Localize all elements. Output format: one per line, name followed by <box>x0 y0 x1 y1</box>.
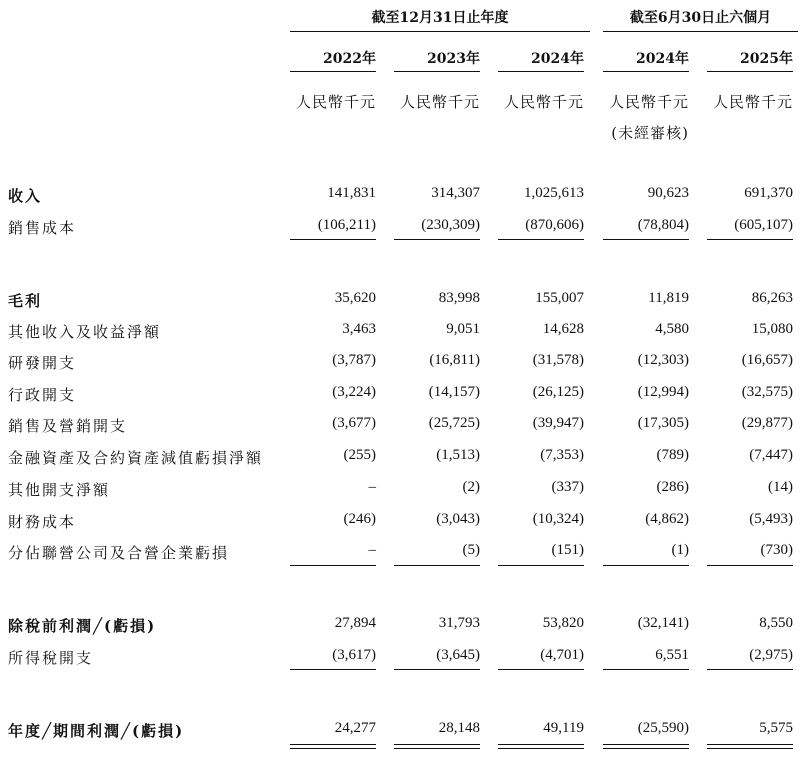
row-label: 分佔聯營公司及合營企業虧損 <box>8 544 230 562</box>
year-underline <box>603 71 689 72</box>
header-half-underline <box>603 31 798 32</box>
table-cell: 24,277 <box>334 720 376 736</box>
table-cell: (3,617) <box>332 647 376 663</box>
table-cell: 27,894 <box>334 615 376 631</box>
subtotal-rule <box>290 669 376 670</box>
table-cell: (255) <box>343 447 376 463</box>
subtotal-rule <box>707 565 793 566</box>
total-double-rule <box>707 744 793 749</box>
year-underline <box>498 71 584 72</box>
table-cell: (14) <box>768 479 793 495</box>
table-cell: 28,148 <box>438 720 480 736</box>
row-label: 收入 <box>8 187 43 205</box>
table-cell: (5) <box>462 542 480 558</box>
table-cell: (286) <box>656 479 689 495</box>
table-cell: (2,975) <box>749 647 793 663</box>
table-cell: 31,793 <box>438 615 480 631</box>
table-cell: (730) <box>760 542 793 558</box>
column-unit: 人民幣千元 <box>712 93 793 111</box>
table-cell: 1,025,613 <box>524 185 584 201</box>
table-cell: 5,575 <box>759 720 793 736</box>
table-cell: (7,353) <box>540 447 584 463</box>
row-label: 財務成本 <box>8 513 77 531</box>
table-cell: (605,107) <box>734 217 793 233</box>
table-cell: 9,051 <box>446 321 480 337</box>
table-cell: 8,550 <box>759 615 793 631</box>
table-cell: (2) <box>462 479 480 495</box>
subtotal-rule <box>290 239 376 240</box>
table-cell: 155,007 <box>535 290 584 306</box>
subtotal-rule <box>498 669 584 670</box>
column-unit: 人民幣千元 <box>399 93 480 111</box>
column-year-2023: 2023年 <box>427 51 480 67</box>
table-cell: (25,725) <box>428 415 480 431</box>
column-unit: 人民幣千元 <box>608 93 689 111</box>
subtotal-rule <box>290 565 376 566</box>
table-cell: (32,575) <box>741 384 793 400</box>
row-label: 銷售成本 <box>8 219 77 237</box>
table-cell: 141,831 <box>327 185 376 201</box>
subtotal-rule <box>707 669 793 670</box>
row-label: 毛利 <box>8 292 43 310</box>
subtotal-rule <box>707 239 793 240</box>
table-cell: (31,578) <box>532 352 584 368</box>
row-label: 行政開支 <box>8 386 77 404</box>
row-label: 銷售及營銷開支 <box>8 417 128 435</box>
table-cell: (7,447) <box>749 447 793 463</box>
subtotal-rule <box>603 565 689 566</box>
header-half-year-period: 截至6月30日止六個月 <box>629 10 772 26</box>
table-cell: (3,787) <box>332 352 376 368</box>
table-cell: (25,590) <box>637 720 689 736</box>
table-cell: 6,551 <box>655 647 689 663</box>
total-double-rule <box>394 744 480 749</box>
table-cell: (14,157) <box>428 384 480 400</box>
table-cell: 86,263 <box>751 290 793 306</box>
row-label: 其他開支淨額 <box>8 481 111 499</box>
table-cell: 49,119 <box>543 720 584 736</box>
total-double-rule <box>603 744 689 749</box>
table-cell: (16,811) <box>429 352 480 368</box>
table-cell: (29,877) <box>741 415 793 431</box>
table-cell: 90,623 <box>647 185 689 201</box>
year-underline <box>290 71 376 72</box>
column-unit: 人民幣千元 <box>295 93 376 111</box>
table-cell: (26,125) <box>532 384 584 400</box>
total-double-rule <box>290 744 376 749</box>
table-cell: (870,606) <box>525 217 584 233</box>
subtotal-rule <box>498 239 584 240</box>
table-cell: (230,309) <box>421 217 480 233</box>
table-cell: – <box>368 542 376 558</box>
subtotal-rule <box>394 239 480 240</box>
table-cell: (4,862) <box>645 511 689 527</box>
table-cell: 35,620 <box>334 290 376 306</box>
table-cell: (32,141) <box>637 615 689 631</box>
table-cell: 14,628 <box>542 321 584 337</box>
table-cell: 83,998 <box>438 290 480 306</box>
subtotal-rule <box>394 669 480 670</box>
table-cell: (16,657) <box>741 352 793 368</box>
table-cell: (246) <box>343 511 376 527</box>
table-cell: 3,463 <box>342 321 376 337</box>
row-label: 金融資產及合約資產減值虧損淨額 <box>8 449 264 467</box>
row-label: 年度╱期間利潤╱(虧損) <box>8 722 185 740</box>
subtotal-rule <box>394 565 480 566</box>
row-label: 除稅前利潤╱(虧損) <box>8 617 157 635</box>
table-cell: (151) <box>551 542 584 558</box>
column-unit: 人民幣千元 <box>503 93 584 111</box>
column-year-2022: 2022年 <box>323 51 376 67</box>
table-cell: (12,303) <box>637 352 689 368</box>
table-cell: (5,493) <box>749 511 793 527</box>
header-annual-period: 截至12月31日止年度 <box>371 10 509 26</box>
year-underline <box>394 71 480 72</box>
subtotal-rule <box>603 239 689 240</box>
table-cell: 314,307 <box>431 185 480 201</box>
table-cell: (12,994) <box>637 384 689 400</box>
subtotal-rule <box>603 669 689 670</box>
table-cell: (10,324) <box>532 511 584 527</box>
table-cell: (3,224) <box>332 384 376 400</box>
table-cell: (337) <box>551 479 584 495</box>
table-cell: (78,804) <box>637 217 689 233</box>
table-cell: (4,701) <box>540 647 584 663</box>
table-cell: (39,947) <box>532 415 584 431</box>
table-cell: 53,820 <box>542 615 584 631</box>
column-year-2025-half: 2025年 <box>740 51 793 67</box>
row-label: 研發開支 <box>8 354 77 372</box>
table-cell: (1,513) <box>436 447 480 463</box>
table-cell: (3,645) <box>436 647 480 663</box>
column-year-2024: 2024年 <box>531 51 584 67</box>
table-cell: (3,677) <box>332 415 376 431</box>
subtotal-rule <box>498 565 584 566</box>
table-cell: 15,080 <box>751 321 793 337</box>
row-label: 其他收入及收益淨額 <box>8 323 162 341</box>
table-cell: (17,305) <box>637 415 689 431</box>
table-cell: – <box>368 479 376 495</box>
table-cell: 691,370 <box>744 185 793 201</box>
year-underline <box>707 71 793 72</box>
header-annual-underline <box>290 31 590 32</box>
column-year-2024-half: 2024年 <box>636 51 689 67</box>
row-label: 所得稅開支 <box>8 649 94 667</box>
table-cell: 11,819 <box>648 290 689 306</box>
table-cell: (3,043) <box>436 511 480 527</box>
unaudited-note: (未經審核) <box>611 124 689 142</box>
table-cell: (789) <box>656 447 689 463</box>
table-cell: 4,580 <box>655 321 689 337</box>
total-double-rule <box>498 744 584 749</box>
table-cell: (106,211) <box>317 217 376 233</box>
table-cell: (1) <box>671 542 689 558</box>
